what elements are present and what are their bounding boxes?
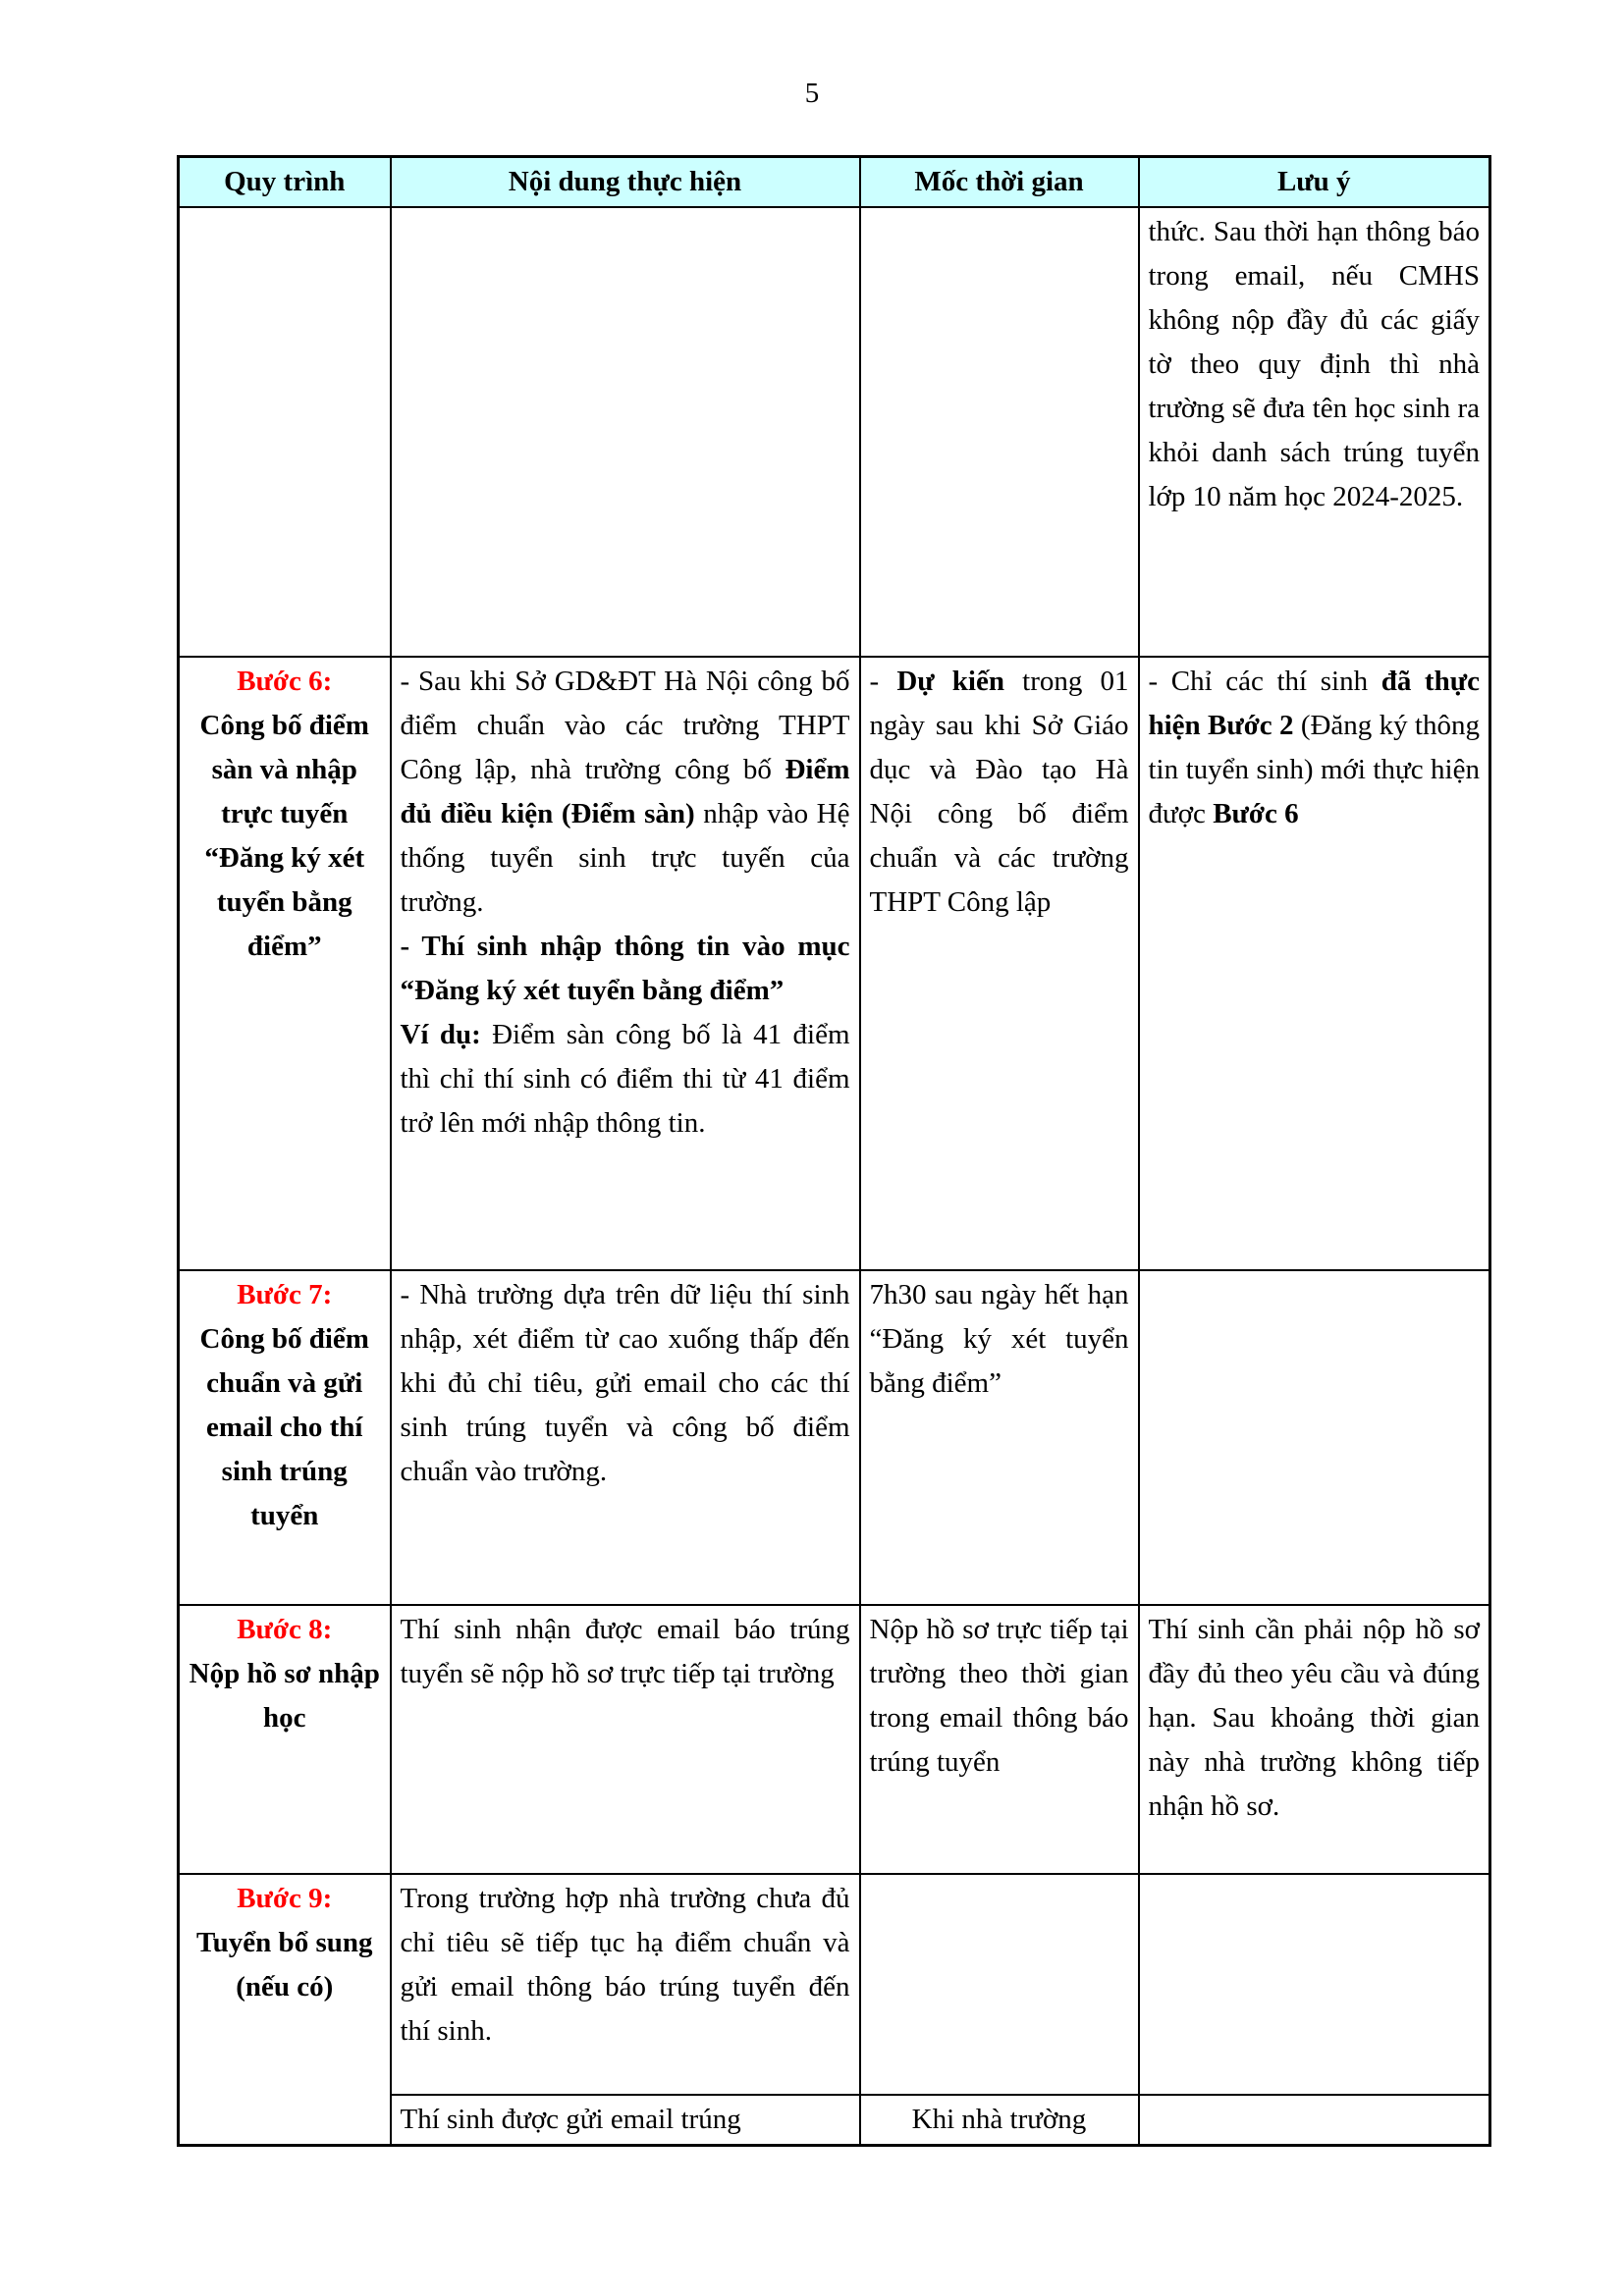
column-header-noi-dung: Nội dung thực hiện bbox=[391, 157, 860, 208]
admission-procedure-table bbox=[177, 155, 1491, 2147]
row-buoc-6 bbox=[179, 657, 1490, 1270]
cell-moc-buoc-6 bbox=[860, 657, 1139, 1270]
cell-moc-buoc-9 bbox=[860, 1874, 1139, 2095]
cell-moc-buoc-8 bbox=[860, 1605, 1139, 1874]
row-continuation bbox=[179, 207, 1490, 657]
step-subtitle: Công bố điểm sàn và nhập trực tuyến “Đăng ký xét tuyển bằng điểm” bbox=[199, 710, 369, 962]
row-buoc-9 bbox=[179, 1874, 1490, 2095]
step-title: Bước 7: bbox=[237, 1279, 333, 1310]
body-paragraph: Khi nhà trường bbox=[911, 2104, 1087, 2135]
cell-noidung-buoc-9 bbox=[391, 1874, 860, 2095]
cell-luuy-buoc-8 bbox=[1139, 1605, 1490, 1874]
body-paragraph: - Nhà trường dựa trên dữ liệu thí sinh nhập, xét điểm từ cao xuống thấp đến khi đủ chỉ tiêu, gửi email cho các thí sinh trúng tuyển và công bố điểm chuẩn vào trường. bbox=[400, 1279, 850, 1487]
body-paragraph: Ví dụ: Điểm sàn công bố là 41 điểm thì chỉ thí sinh có điểm thi từ 41 điểm trở lên mới nhập thông tin. bbox=[400, 1019, 850, 1139]
cell-step-buoc-6 bbox=[179, 657, 391, 1270]
cell-luuy-buoc-9-sub bbox=[1139, 2095, 1490, 2146]
cell-luuy-buoc-6 bbox=[1139, 657, 1490, 1270]
cell-step-buoc-7 bbox=[179, 1270, 391, 1605]
body-paragraph: Nộp hồ sơ trực tiếp tại trường theo thời gian trong email thông báo trúng tuyển bbox=[869, 1614, 1129, 1778]
column-header-moc-thoi-gian: Mốc thời gian bbox=[860, 157, 1139, 208]
body-paragraph: - Dự kiến trong 01 ngày sau khi Sở Giáo dục và Đào tạo Hà Nội công bố điểm chuẩn và các trường THPT Công lập bbox=[869, 666, 1129, 918]
table-header-row bbox=[179, 157, 1490, 208]
body-paragraph: Trong trường hợp nhà trường chưa đủ chỉ tiêu sẽ tiếp tục hạ điểm chuẩn và gửi email thông báo trúng tuyển đến thí sinh. bbox=[400, 1883, 850, 2047]
body-paragraph: - Thí sinh nhập thông tin vào mục “Đăng ký xét tuyển bằng điểm” bbox=[400, 931, 850, 1006]
body-paragraph: - Sau khi Sở GD&ĐT Hà Nội công bố điểm chuẩn vào các trường THPT Công lập, nhà trường công bố Điểm đủ điều kiện (Điểm sàn) nhập vào Hệ thống tuyển sinh trực tuyến của trường. bbox=[400, 666, 850, 918]
body-paragraph: Thí sinh nhận được email báo trúng tuyển sẽ nộp hồ sơ trực tiếp tại trường bbox=[400, 1614, 850, 1689]
cell-step-empty bbox=[179, 207, 391, 657]
cell-noidung-buoc-9-sub bbox=[391, 2095, 860, 2146]
body-paragraph: 7h30 sau ngày hết hạn “Đăng ký xét tuyển bằng điểm” bbox=[869, 1279, 1129, 1399]
body-paragraph: - Chỉ các thí sinh đã thực hiện Bước 2 (Đăng ký thông tin tuyển sinh) mới thực hiện được Bước 6 bbox=[1148, 666, 1480, 829]
step-subtitle: Nộp hồ sơ nhập học bbox=[189, 1658, 380, 1734]
cell-step-buoc-8 bbox=[179, 1605, 391, 1874]
cell-noidung-buoc-7 bbox=[391, 1270, 860, 1605]
step-subtitle: Tuyển bổ sung (nếu có) bbox=[196, 1927, 373, 2002]
body-paragraph: thức. Sau thời hạn thông báo trong email, nếu CMHS không nộp đầy đủ các giấy tờ theo quy định thì nhà trường sẽ đưa tên học sinh ra khỏi danh sách trúng tuyển lớp 10 năm học 2024-2025. bbox=[1148, 216, 1480, 512]
column-header-luu-y: Lưu ý bbox=[1139, 157, 1490, 208]
step-title: Bước 8: bbox=[237, 1614, 333, 1645]
cell-noidung-empty bbox=[391, 207, 860, 657]
cell-luuy-buoc-7 bbox=[1139, 1270, 1490, 1605]
step-title: Bước 9: bbox=[237, 1883, 333, 1914]
cell-moc-buoc-7 bbox=[860, 1270, 1139, 1605]
column-header-quy-trinh: Quy trình bbox=[179, 157, 391, 208]
row-buoc-8 bbox=[179, 1605, 1490, 1874]
body-paragraph: Thí sinh được gửi email trúng bbox=[400, 2104, 741, 2135]
step-title: Bước 6: bbox=[237, 666, 333, 697]
cell-moc-empty bbox=[860, 207, 1139, 657]
row-buoc-7 bbox=[179, 1270, 1490, 1605]
body-paragraph: Thí sinh cần phải nộp hồ sơ đầy đủ theo yêu cầu và đúng hạn. Sau khoảng thời gian này nhà trường không tiếp nhận hồ sơ. bbox=[1148, 1614, 1480, 1822]
step-subtitle: Công bố điểm chuẩn và gửi email cho thí sinh trúng tuyển bbox=[199, 1323, 369, 1531]
cell-luuy-buoc-9 bbox=[1139, 1874, 1490, 2095]
cell-noidung-buoc-8 bbox=[391, 1605, 860, 1874]
cell-noidung-buoc-6 bbox=[391, 657, 860, 1270]
cell-moc-buoc-9-sub bbox=[860, 2095, 1139, 2146]
cell-step-buoc-9 bbox=[179, 1874, 391, 2146]
cell-luuy-continuation bbox=[1139, 207, 1490, 657]
page-number: 5 bbox=[804, 78, 820, 109]
